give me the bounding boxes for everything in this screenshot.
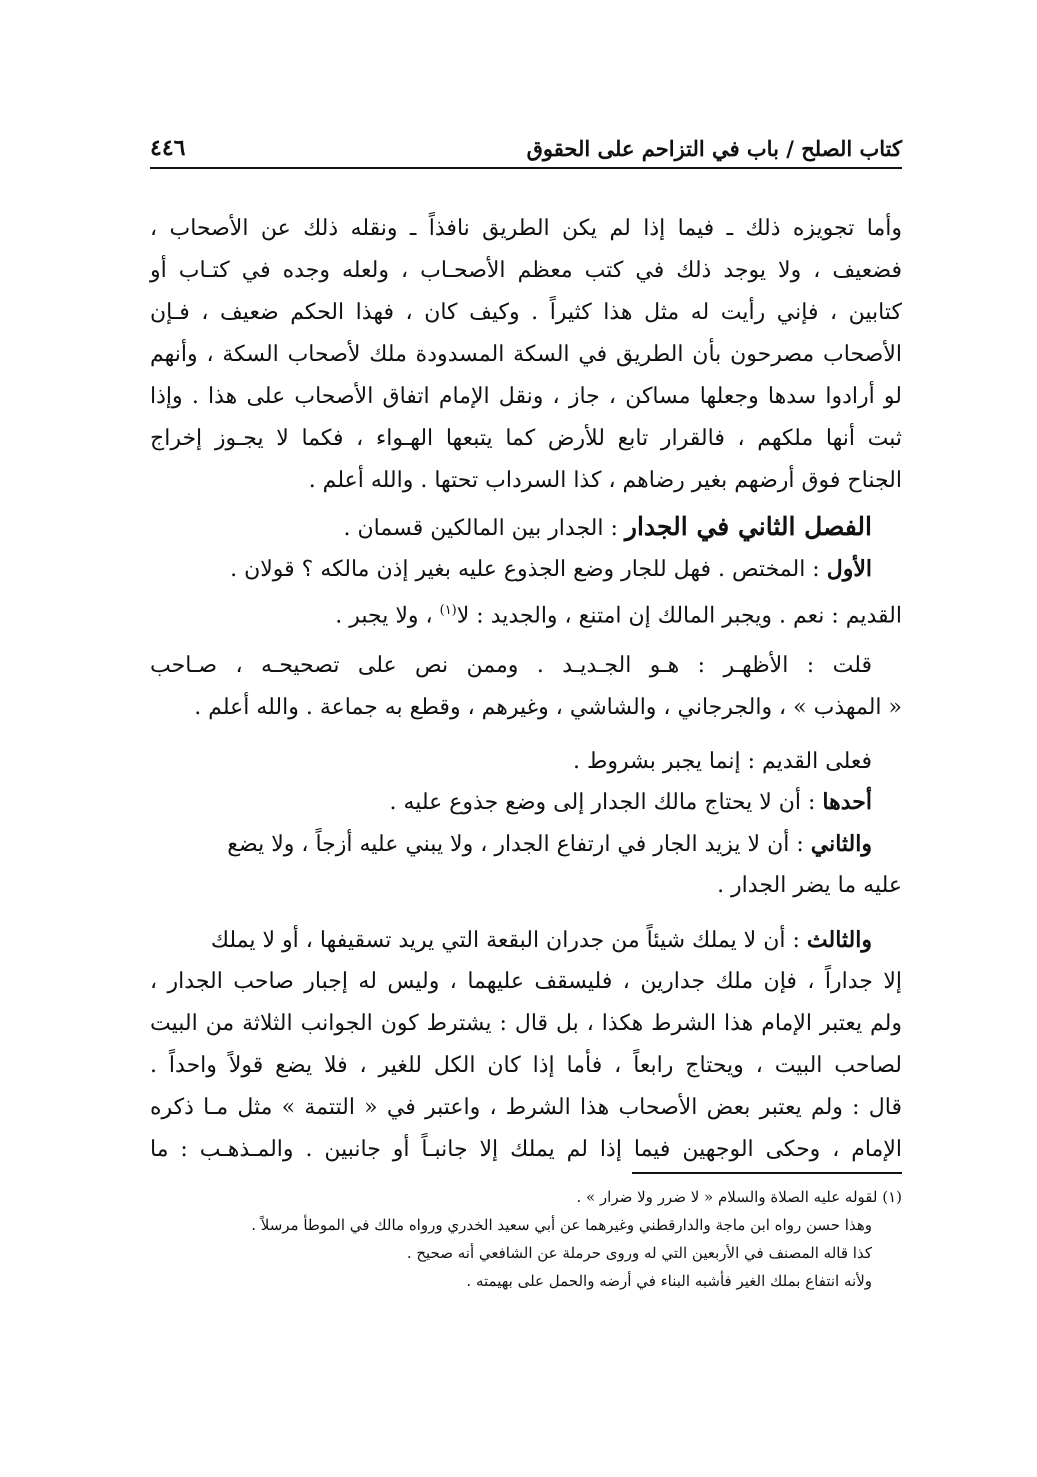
condition-second-label: والثاني <box>810 831 872 857</box>
footnote-line: ولأنه انتفاع بملك الغير فأشبه البناء في أرضه والحمل على بهيمته . <box>466 1272 872 1290</box>
condition-second <box>150 827 872 862</box>
body-line: عليه ما يضر الجدار . <box>717 873 902 898</box>
footnote-line: وهذا حسن رواه ابن ماجة والدارقطني وغيرهما عن أبي سعيد الخدري ورواه مالك في الموطأ مرسلاً . <box>251 1216 872 1234</box>
first-type-text: : المختص . فهل للجار وضع الجذوع عليه بغير إذن مالكه ؟ قولان . <box>230 557 820 582</box>
condition-first-text: : أن لا يحتاج مالك الجدار إلى وضع جذوع عليه . <box>389 790 816 815</box>
first-type-line <box>150 552 872 587</box>
qadim-text: القديم : نعم . ويجبر المالك إن امتنع ، والجديد : لا <box>456 603 902 629</box>
running-header <box>150 125 902 169</box>
body-line: قلت : الأظهـر : هـو الجـديـد . وممن نص على تصحيحـه ، صـاحب <box>150 653 872 678</box>
qadim-tail: ، ولا يجبر . <box>335 603 433 629</box>
body-line: لو أرادوا سدها وجعلها مساكن ، جاز ، ونقل الإمام اتفاق الأصحاب على هذا . وإذا <box>150 384 902 409</box>
body-line: ثبت أنها ملكهم ، فالقرار تابع للأرض كما يتبعها الهـواء ، فكما لا يجـوز إخراج <box>150 426 902 451</box>
body-line: وأما تجويزه ذلك ـ فيما إذا لم يكن الطريق نافذاً ـ ونقله ذلك عن الأصحاب ، <box>150 216 902 241</box>
page-number: ٤٤٦ <box>150 135 186 161</box>
body-line: فضعيف ، ولا يوجد ذلك في كتب معظم الأصحـاب ، ولعله وجده في كتـاب أو <box>150 258 902 283</box>
condition-first-label: أحدها <box>822 789 872 815</box>
section-heading: الفصل الثاني في الجدار <box>624 512 872 541</box>
running-title: كتاب الصلح / باب في التزاحم على الحقوق <box>526 136 902 161</box>
condition-first <box>150 785 872 820</box>
body-line: الجناح فوق أرضهم بغير رضاهم ، كذا السرداب تحتها . والله أعلم . <box>308 468 902 493</box>
condition-third-label: والثالث <box>806 927 872 953</box>
page <box>150 125 902 1385</box>
body-line: إلا جداراً ، فإن ملك جدارين ، فليسقف عليهما ، وليس له إجبار صاحب الجدار ، <box>150 969 902 994</box>
footnote-line: (١) لقوله عليه الصلاة والسلام « لا ضرر ولا ضرار » . <box>576 1188 902 1206</box>
section-heading-line <box>150 510 872 546</box>
conditions-intro: فعلى القديم : إنما يجبر بشروط . <box>573 749 872 774</box>
qadim-line <box>150 594 902 633</box>
footnote-line: كذا قاله المصنف في الأربعين التي له وروى حرملة عن الشافعي أنه صحيح . <box>406 1244 872 1262</box>
body-line: لصاحب البيت ، ويحتاج رابعاً ، فأما إذا كان الكل للغير ، فلا يضع قولاً واحداً . <box>150 1053 902 1078</box>
body-line: الأصحاب مصرحون بأن الطريق في السكة المسدودة ملك لأصحاب السكة ، وأنهم <box>150 342 902 367</box>
body-line: كتابين ، فإني رأيت له مثل هذا كثيراً . وكيف كان ، فهذا الحكم ضعيف ، فـإن <box>150 300 902 325</box>
condition-third <box>150 923 872 958</box>
body-line: ولم يعتبر الإمام هذا الشرط هكذا ، بل قال : يشترط كون الجوانب الثلاثة من البيت <box>150 1011 902 1036</box>
body-line: « المهذب » ، والجرجاني ، والشاشي ، وغيرهم ، وقطع به جماعة . والله أعلم . <box>194 695 902 720</box>
footnote-separator <box>632 1172 902 1174</box>
body-line: الإمام ، وحكى الوجهين فيما إذا لم يملك إلا جانبـاً أو جانبين . والمـذهـب : ما <box>150 1137 902 1162</box>
section-heading-rest: : الجدار بين المالكين قسمان . <box>343 516 618 541</box>
footnote-ref[interactable]: (١) <box>439 603 457 618</box>
first-type-label: الأول <box>826 556 872 582</box>
body-line: قال : ولم يعتبر بعض الأصحاب هذا الشرط ، واعتبر في « التتمة » مثل مـا ذكره <box>150 1095 902 1120</box>
condition-second-text: : أن لا يزيد الجار في ارتفاع الجدار ، ولا يبني عليه أزجاً ، ولا يضع <box>227 832 804 857</box>
condition-third-text: : أن لا يملك شيئاً من جدران البقعة التي يريد تسقيفها ، أو لا يملك <box>210 928 800 953</box>
